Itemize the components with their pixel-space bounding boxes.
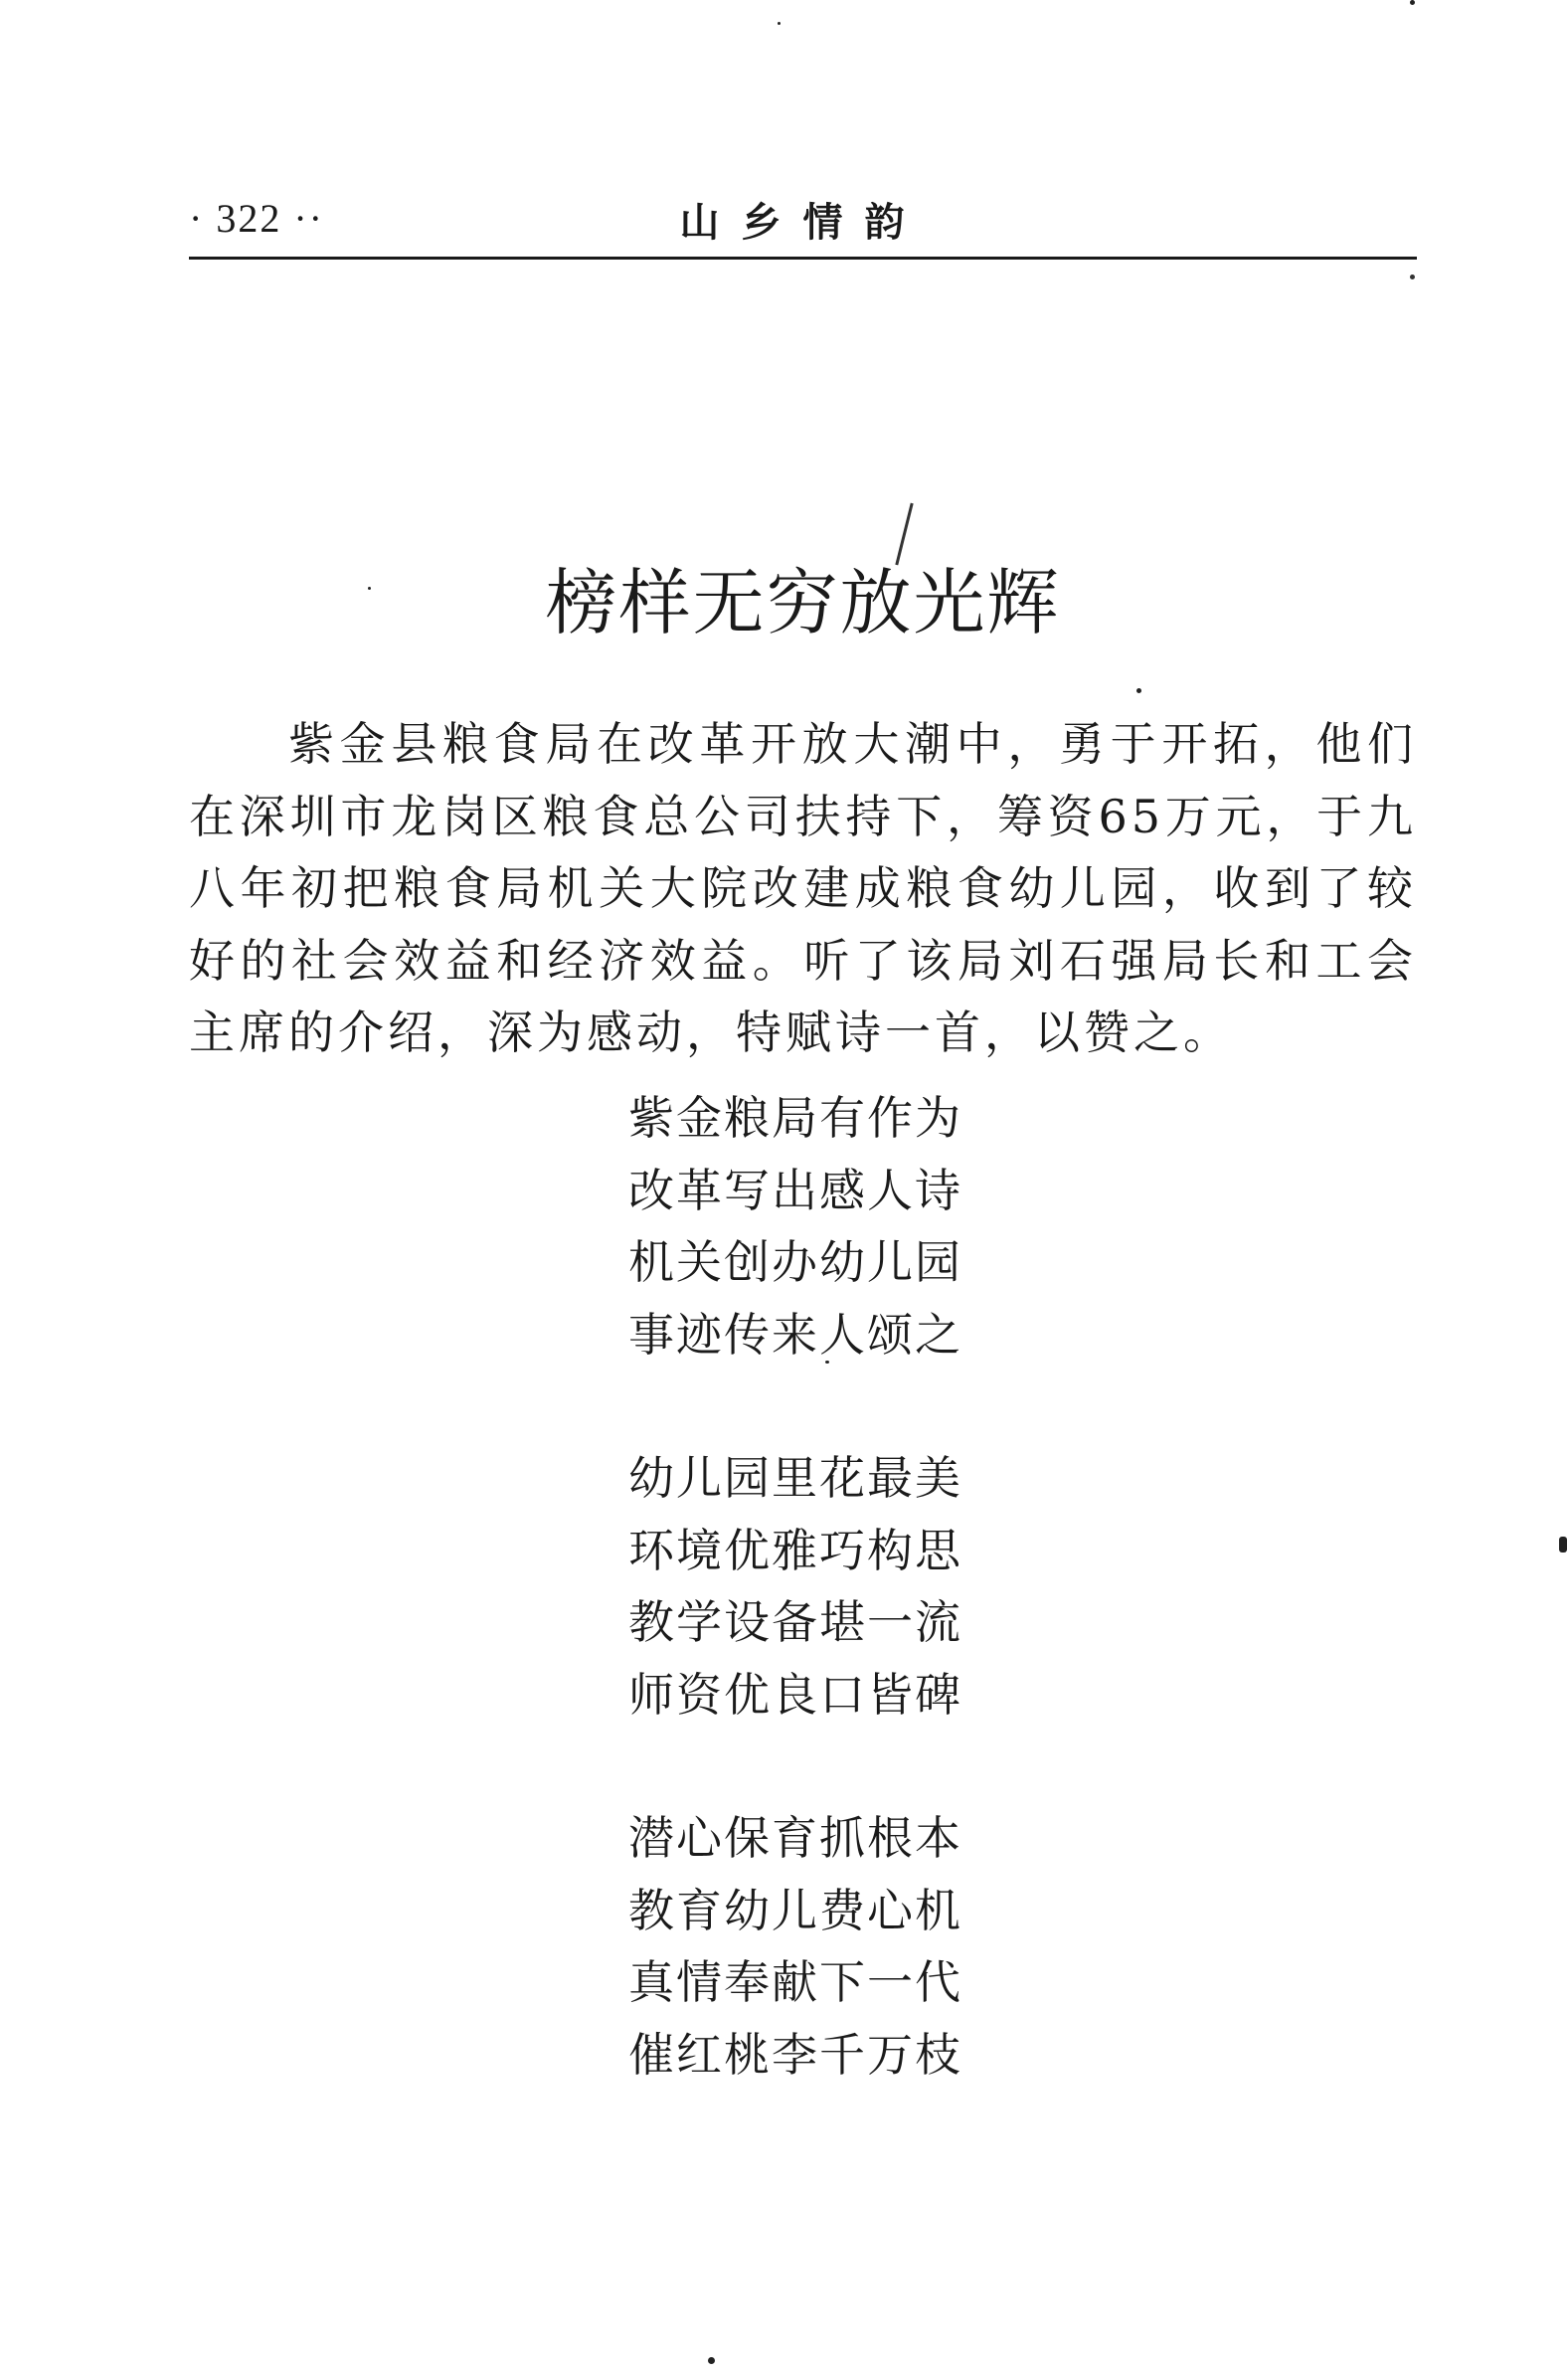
poem-stanza xyxy=(628,1802,1145,2091)
poem-line: 环境优雅巧构思 xyxy=(628,1523,962,1577)
poem-line: 机关创办幼儿园 xyxy=(628,1235,962,1289)
poem-line: 改革写出感人诗 xyxy=(628,1163,962,1217)
header-rule xyxy=(189,257,1417,260)
poem-line: 幼儿园里花最美 xyxy=(628,1451,962,1505)
scan-speck xyxy=(708,2357,715,2364)
page-number: · 322 ·· xyxy=(189,196,324,241)
scan-speck xyxy=(1559,1537,1567,1553)
scan-speck xyxy=(1410,0,1415,5)
poem-line: 催红桃李千万枝 xyxy=(628,2027,962,2082)
scan-speck xyxy=(778,22,781,25)
poem xyxy=(628,1082,1145,2091)
poem-line: 潜心保育抓根本 xyxy=(628,1811,962,1865)
poem-stanza xyxy=(628,1082,1145,1371)
scan-speck xyxy=(825,1361,829,1364)
running-header xyxy=(189,187,1417,257)
poem-line: 教学设备堪一流 xyxy=(628,1595,962,1649)
book-title: 山乡情韵 xyxy=(679,199,927,246)
poem-line: 事迹传来人颂之 xyxy=(628,1307,962,1362)
poem-line: 教育幼儿费心机 xyxy=(628,1883,962,1937)
scan-speck xyxy=(1136,688,1141,693)
article-title: 榜样无穷放光辉 xyxy=(545,561,1061,644)
intro-paragraph: 紫金县粮食局在改革开放大潮中，勇于开拓，他们在深圳市龙岗区粮食总公司扶持下，筹资65万元，于九八年初把粮食局机关大院改建成粮食幼儿园，收到了较好的社会效益和经济效益。听了该局刘石强局长和工会主席的介绍，深为感动，特赋诗一首，以赞之。 xyxy=(189,717,1417,1059)
scan-speck xyxy=(368,587,371,590)
scan-speck xyxy=(1410,274,1415,279)
poem-line: 紫金粮局有作为 xyxy=(628,1091,962,1145)
poem-line: 师资优良口皆碑 xyxy=(628,1667,962,1722)
poem-line: 真情奉献下一代 xyxy=(628,1955,962,2009)
poem-stanza xyxy=(628,1442,1145,1731)
